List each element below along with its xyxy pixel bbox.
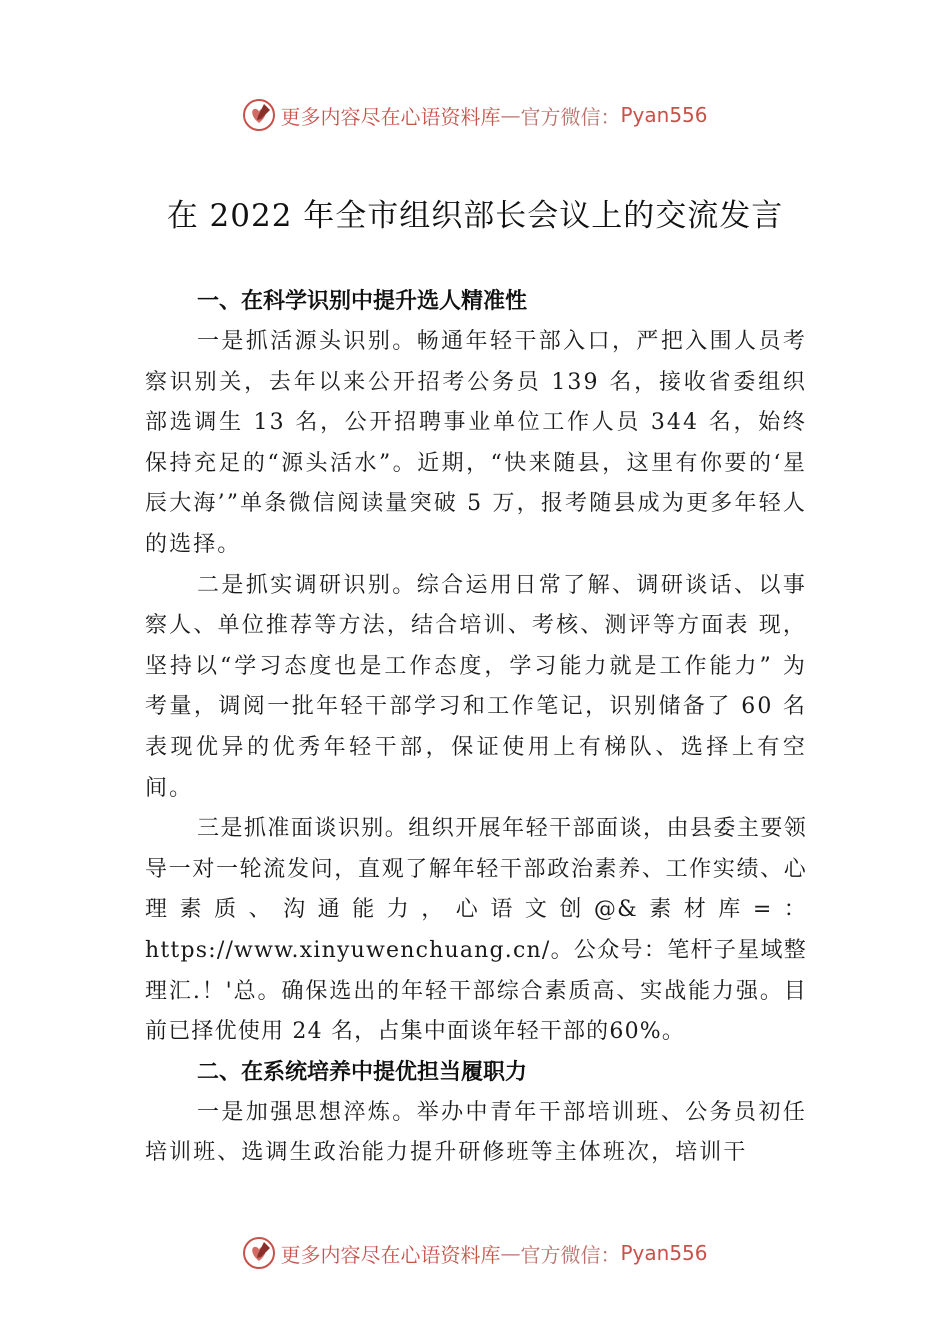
watermark-main-text: 更多内容尽在心语资料库 [280,104,501,129]
watermark-wechat-id: Pyan556 [620,103,708,127]
heart-pen-logo-icon [242,98,276,132]
watermark-wechat-label: 官方微信： [520,104,621,129]
document-body [145,282,807,1174]
body-paragraph: 三是抓准面谈识别。组织开展年轻干部面谈，由县委主要领导一对一轮流发问，直观了解年轻干部政治素养、工作实绩、心理素质、沟通能力，心语文创@&素材库=：https://www.xinyuwenchuang.cn/。公众号：笔杆子星域整理汇.！'总。确保选出的年轻干部综合素质高、实战能力强。目前已择优使用 24 名，占集中面谈年轻干部的60%。 [145,816,807,1045]
section-heading: 一、在科学识别中提升选人精准性 [197,289,528,314]
body-paragraph: 二是抓实调研识别。综合运用日常了解、调研谈话、以事察人、单位推荐等方法，结合培训、考核、测评等方面表 现，坚持以“学习态度也是工作态度，学习能力就是工作能力” 为考量，调阅一批年轻干部学习和工作笔记，识别储备了 60 名表现优异的优秀年轻干部，保证使用上有梯队、选择上有空间。 [145,572,807,801]
watermark-wechat-label: 官方微信： [520,1242,621,1267]
footer-watermark [0,1236,950,1270]
body-paragraph: 一是抓活源头识别。畅通年轻干部入口，严把入围人员考察识别关，去年以来公开招考公务员 139 名，接收省委组织部选调生 13 名，公开招聘事业单位工作人员 344 名，始终保持充足的“源头活水”。近期，“快来随县，这里有你要的‘星辰大海’”单条微信阅读量突破 5 万，报考随县成为更多年轻人的选择。 [145,329,807,557]
watermark-main-text: 更多内容尽在心语资料库 [280,1242,501,1267]
document-title: 在 2022 年全市组织部长会议上的交流发言 [166,198,784,234]
watermark-dash: — [500,103,521,127]
header-watermark [0,98,950,132]
watermark-dash: — [500,1241,521,1265]
body-paragraph: 一是加强思想淬炼。举办中青年干部培训班、公务员初任培训班、选调生政治能力提升研修班等主体班次，培训干 [145,1099,807,1166]
watermark-wechat-id: Pyan556 [620,1241,708,1265]
heart-pen-logo-icon [242,1236,276,1270]
section-heading: 二、在系统培养中提优担当履职力 [197,1059,528,1085]
